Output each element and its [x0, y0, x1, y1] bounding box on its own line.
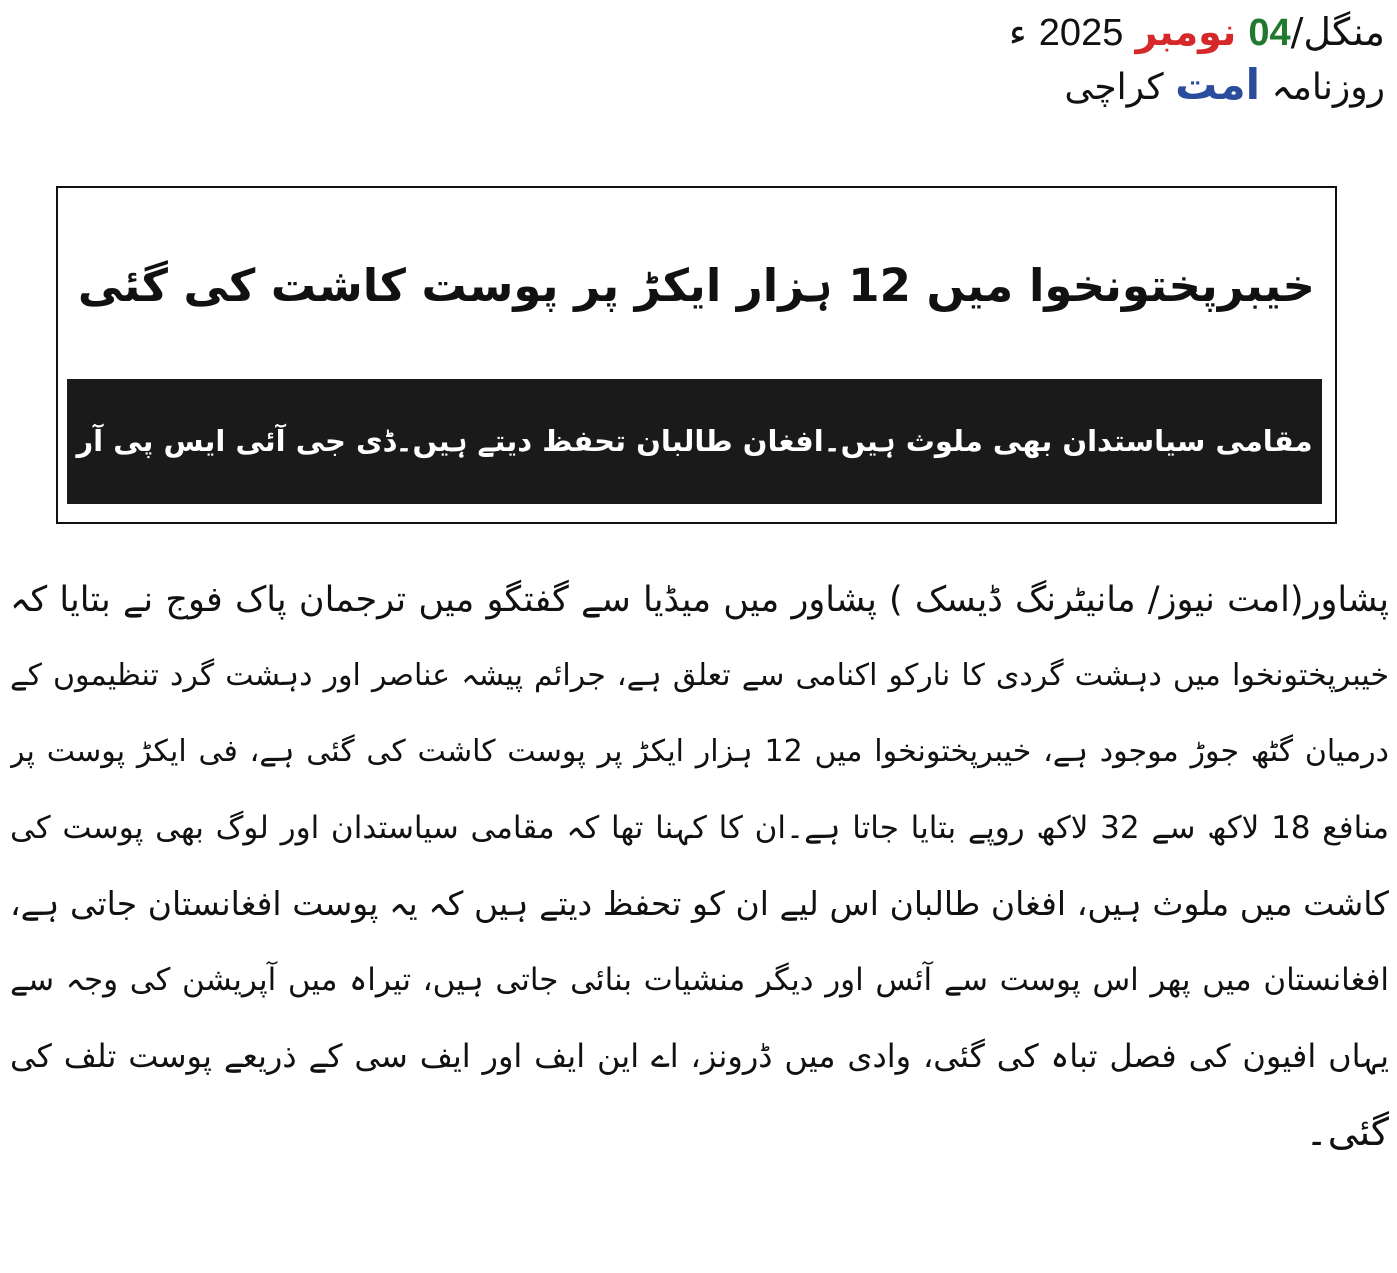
- date-separator: /: [1290, 10, 1304, 54]
- date-year: 2025: [1038, 12, 1124, 54]
- article-line: منافع 18 لاکھ سے 32 لاکھ روپے بتایا جاتا ہے۔ان کا کہنا تھا کہ مقامی سیاستدان اور لوگ بھی پوست کی: [10, 810, 1389, 846]
- date-day: منگل: [1303, 10, 1385, 54]
- article-line: کاشت میں ملوث ہیں، افغان طالبان اس لیے ان کو تحفظ دیتے ہیں کہ یہ پوست افغانستان جاتی ہے،: [10, 884, 1389, 923]
- date-day-number: 04: [1248, 12, 1291, 54]
- masthead: [965, 8, 1385, 110]
- article-line: افغانستان میں پھر اس پوست سے آئس اور دیگر منشیات بنائی جاتی ہیں، تیراہ میں آپریشن کی وجہ سے: [10, 962, 1389, 998]
- article-line: پشاور(امت نیوز/ مانیٹرنگ ڈیسک ) پشاور میں میڈیا سے گفتگو میں ترجمان پاک فوج نے بتایا کہ: [10, 580, 1389, 620]
- article-body: [10, 562, 1389, 1170]
- paper-city: کراچی: [1064, 67, 1164, 108]
- article-line: خیبرپختونخوا میں دہشت گردی کا نارکو اکنامی سے تعلق ہے، جرائم پیشہ عناصر اور دہشت گرد تنظیموں کے: [10, 658, 1389, 693]
- paper-prefix: روزنامہ: [1271, 67, 1385, 108]
- headline-box: [56, 186, 1337, 524]
- subheadline-bar: مقامی سیاستدان بھی ملوث ہیں۔افغان طالبان تحفظ دیتے ہیں۔ڈی جی آئی ایس پی آر: [67, 379, 1322, 504]
- date-month: نومبر: [1135, 10, 1237, 54]
- newspaper-name-line: [965, 60, 1385, 110]
- date-line: [965, 8, 1385, 56]
- article-line: یہاں افیون کی فصل تباہ کی گئی، وادی میں ڈرونز، اے این ایف اور ایف سی کے ذریعے پوست تلف کی: [10, 1037, 1389, 1075]
- date-era-mark: ء: [1008, 10, 1027, 54]
- headline-main: خیبرپختونخوا میں 12 ہزار ایکڑ پر پوست کاشت کی گئی: [78, 259, 1315, 312]
- paper-name: امت: [1175, 60, 1261, 109]
- article-line: درمیان گٹھ جوڑ موجود ہے، خیبرپختونخوا میں 12 ہزار ایکڑ پر پوست کاشت کی گئی ہے، فی ایکڑ پوست پر: [10, 734, 1389, 769]
- article-line: گئی۔: [1305, 1110, 1389, 1154]
